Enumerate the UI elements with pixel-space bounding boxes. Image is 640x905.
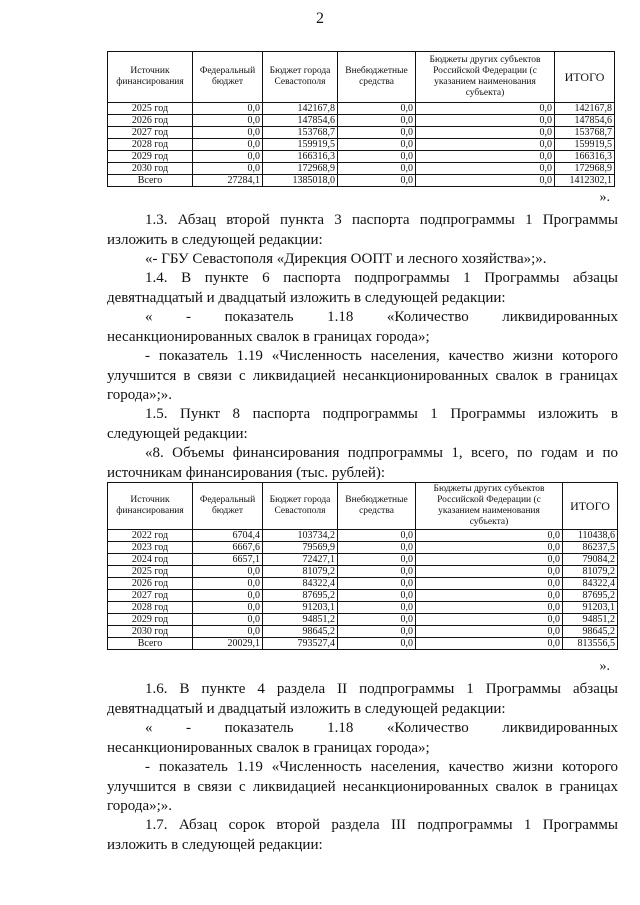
cell-city: 159919,5 <box>263 139 338 151</box>
cell-other: 0,0 <box>416 139 555 151</box>
cell-federal: 0,0 <box>193 626 263 638</box>
cell-other: 0,0 <box>416 614 563 626</box>
cell-total: 86237,5 <box>563 542 618 554</box>
table-row <box>108 614 618 626</box>
cell-city: 87695,2 <box>263 590 338 602</box>
paragraph-1-4: 1.4. В пункте 6 паспорта подпрограммы 1 Программы абзацы девятнадцатый и двадцатый изложить в следующей редакции: <box>107 270 618 306</box>
paragraph-1-5: 1.5. Пункт 8 паспорта подпрограммы 1 Программы изложить в следующей редакции: <box>107 406 618 442</box>
cell-city: 147854,6 <box>263 115 338 127</box>
table-row <box>108 530 618 542</box>
cell-total: 147854,6 <box>555 115 615 127</box>
table-row <box>108 578 618 590</box>
cell-other: 0,0 <box>416 127 555 139</box>
cell-other: 0,0 <box>416 566 563 578</box>
cell-total: 172968,9 <box>555 163 615 175</box>
table-row <box>108 566 618 578</box>
header-other-subjects: Бюджеты других субъектов Российской Федерации (с указанием наименования субъекта) <box>416 483 563 530</box>
cell-city: 94851,2 <box>263 614 338 626</box>
cell-federal: 0,0 <box>193 115 263 127</box>
cell-federal: 6657,1 <box>193 554 263 566</box>
cell-total: 81079,2 <box>563 566 618 578</box>
cell-year: 2026 год <box>108 115 193 127</box>
cell-total: 1412302,1 <box>555 175 615 187</box>
cell-other: 0,0 <box>416 115 555 127</box>
header-city-budget: Бюджет города Севастополя <box>263 483 338 530</box>
table-row <box>108 115 615 127</box>
cell-city: 103734,2 <box>263 530 338 542</box>
header-total: ИТОГО <box>563 483 618 530</box>
header-extrabudget: Внебюджетные средства <box>338 483 416 530</box>
paragraph-1-6: 1.6. В пункте 4 раздела II подпрограммы 1 Программы абзацы девятнадцатый и двадцатый изложить в следующей редакции: <box>107 681 618 717</box>
cell-year: 2028 год <box>108 139 193 151</box>
table-row <box>108 626 618 638</box>
cell-other: 0,0 <box>416 554 563 566</box>
cell-total: 110438,6 <box>563 530 618 542</box>
cell-federal: 0,0 <box>193 602 263 614</box>
cell-extra: 0,0 <box>338 151 416 163</box>
cell-federal: 27284,1 <box>193 175 263 187</box>
cell-other: 0,0 <box>416 163 555 175</box>
paragraph-1-4-a: « - показатель 1.18 «Количество ликвидированных несанкционированных свалок в границах города»; <box>107 309 618 345</box>
cell-federal: 0,0 <box>193 103 263 115</box>
cell-other: 0,0 <box>416 590 563 602</box>
cell-total: 98645,2 <box>563 626 618 638</box>
cell-city: 153768,7 <box>263 127 338 139</box>
table-row <box>108 554 618 566</box>
cell-federal: 0,0 <box>193 578 263 590</box>
header-city-budget: Бюджет города Севастополя <box>263 52 338 103</box>
cell-city: 79569,9 <box>263 542 338 554</box>
table-row-total <box>108 638 618 650</box>
cell-total: 94851,2 <box>563 614 618 626</box>
cell-city: 91203,1 <box>263 602 338 614</box>
cell-city: 81079,2 <box>263 566 338 578</box>
table-row <box>108 163 615 175</box>
cell-federal: 0,0 <box>193 151 263 163</box>
table-row <box>108 542 618 554</box>
table-row <box>108 590 618 602</box>
cell-other: 0,0 <box>416 638 563 650</box>
cell-total: 159919,5 <box>555 139 615 151</box>
header-source: Источник финансирования <box>108 483 193 530</box>
cell-other: 0,0 <box>416 578 563 590</box>
cell-city: 166316,3 <box>263 151 338 163</box>
cell-other: 0,0 <box>416 175 555 187</box>
cell-year: 2025 год <box>108 566 193 578</box>
table-row-total <box>108 175 615 187</box>
quote-end-1: ». <box>599 190 610 205</box>
cell-extra: 0,0 <box>338 590 416 602</box>
cell-federal: 0,0 <box>193 163 263 175</box>
cell-extra: 0,0 <box>338 566 416 578</box>
table-row <box>108 127 615 139</box>
cell-federal: 20029,1 <box>193 638 263 650</box>
financing-table-1 <box>107 51 615 187</box>
cell-extra: 0,0 <box>338 638 416 650</box>
cell-year: 2029 год <box>108 151 193 163</box>
paragraph-1-3: 1.3. Абзац второй пункта 3 паспорта подпрограммы 1 Программы изложить в следующей редакции: <box>107 212 618 248</box>
cell-city: 142167,8 <box>263 103 338 115</box>
cell-other: 0,0 <box>416 602 563 614</box>
table-row <box>108 151 615 163</box>
cell-other: 0,0 <box>416 530 563 542</box>
cell-federal: 0,0 <box>193 590 263 602</box>
header-total: ИТОГО <box>555 52 615 103</box>
cell-total: 84322,4 <box>563 578 618 590</box>
cell-year: 2025 год <box>108 103 193 115</box>
cell-extra: 0,0 <box>338 542 416 554</box>
header-extrabudget: Внебюджетные средства <box>338 52 416 103</box>
cell-city: 84322,4 <box>263 578 338 590</box>
header-source: Источник финансирования <box>108 52 193 103</box>
cell-federal: 0,0 <box>193 566 263 578</box>
quote-end-2: ». <box>599 659 610 674</box>
cell-year: 2024 год <box>108 554 193 566</box>
cell-year: 2023 год <box>108 542 193 554</box>
cell-city: 1385018,0 <box>263 175 338 187</box>
cell-extra: 0,0 <box>338 530 416 542</box>
cell-extra: 0,0 <box>338 578 416 590</box>
cell-year: 2027 год <box>108 127 193 139</box>
table-row <box>108 602 618 614</box>
paragraph-1-6-a: « - показатель 1.18 «Количество ликвидированных несанкционированных свалок в границах города»; <box>107 720 618 756</box>
header-federal: Федеральный бюджет <box>193 52 263 103</box>
cell-total: 153768,7 <box>555 127 615 139</box>
header-other-subjects: Бюджеты других субъектов Российской Федерации (с указанием наименования субъекта) <box>416 52 555 103</box>
paragraph-1-3-text: «- ГБУ Севастополя «Дирекция ООПТ и лесного хозяйства»;». <box>145 251 547 267</box>
table-row <box>108 103 615 115</box>
cell-year: Всего <box>108 638 193 650</box>
cell-extra: 0,0 <box>338 614 416 626</box>
cell-other: 0,0 <box>416 103 555 115</box>
cell-city: 172968,9 <box>263 163 338 175</box>
cell-other: 0,0 <box>416 151 555 163</box>
cell-federal: 0,0 <box>193 614 263 626</box>
cell-city: 98645,2 <box>263 626 338 638</box>
paragraph-1-7: 1.7. Абзац сорок второй раздела III подпрограммы 1 Программы изложить в следующей редакции: <box>107 817 618 853</box>
cell-year: 2026 год <box>108 578 193 590</box>
cell-other: 0,0 <box>416 626 563 638</box>
cell-total: 87695,2 <box>563 590 618 602</box>
cell-total: 79084,2 <box>563 554 618 566</box>
cell-extra: 0,0 <box>338 626 416 638</box>
cell-city: 72427,1 <box>263 554 338 566</box>
header-federal: Федеральный бюджет <box>193 483 263 530</box>
cell-extra: 0,0 <box>338 602 416 614</box>
cell-extra: 0,0 <box>338 115 416 127</box>
cell-federal: 6704,4 <box>193 530 263 542</box>
cell-extra: 0,0 <box>338 139 416 151</box>
cell-total: 166316,3 <box>555 151 615 163</box>
financing-table-2 <box>107 482 618 650</box>
cell-year: 2030 год <box>108 163 193 175</box>
cell-year: 2027 год <box>108 590 193 602</box>
cell-total: 813556,5 <box>563 638 618 650</box>
cell-federal: 6667,6 <box>193 542 263 554</box>
cell-year: 2022 год <box>108 530 193 542</box>
cell-federal: 0,0 <box>193 127 263 139</box>
cell-extra: 0,0 <box>338 163 416 175</box>
paragraph-1-5-text: «8. Объемы финансирования подпрограммы 1, всего, по годам и по источникам финансирования (тыс. рублей): <box>107 445 618 481</box>
paragraph-1-4-b: - показатель 1.19 «Численность населения, качество жизни которого улучшится в связи с ликвидацией несанкционированных свалок в границах города»;». <box>107 348 618 403</box>
cell-extra: 0,0 <box>338 175 416 187</box>
cell-extra: 0,0 <box>338 127 416 139</box>
cell-year: Всего <box>108 175 193 187</box>
cell-total: 142167,8 <box>555 103 615 115</box>
cell-year: 2030 год <box>108 626 193 638</box>
cell-city: 793527,4 <box>263 638 338 650</box>
cell-extra: 0,0 <box>338 554 416 566</box>
cell-federal: 0,0 <box>193 139 263 151</box>
page-number: 2 <box>316 10 324 27</box>
cell-other: 0,0 <box>416 542 563 554</box>
cell-year: 2029 год <box>108 614 193 626</box>
cell-total: 91203,1 <box>563 602 618 614</box>
paragraph-1-6-b: - показатель 1.19 «Численность населения, качество жизни которого улучшится в связи с ликвидацией несанкционированных свалок в границах города»;». <box>107 759 618 814</box>
cell-extra: 0,0 <box>338 103 416 115</box>
cell-year: 2028 год <box>108 602 193 614</box>
table-row <box>108 139 615 151</box>
